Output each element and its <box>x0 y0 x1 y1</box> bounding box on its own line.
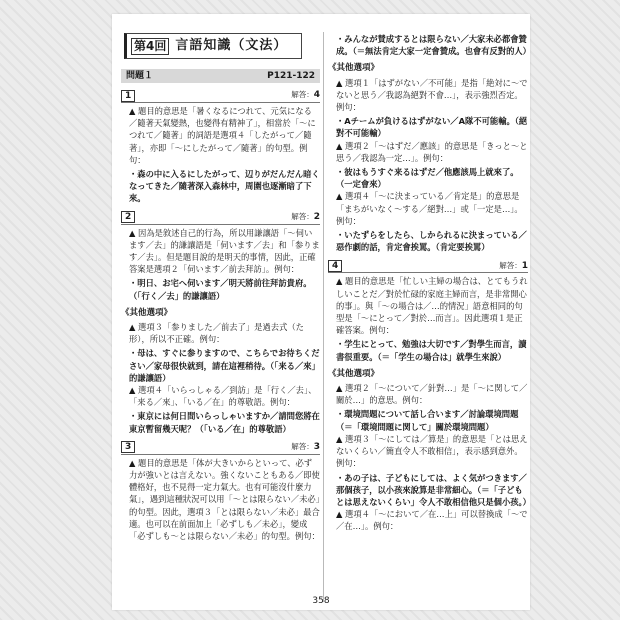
left-column <box>117 14 320 542</box>
paragraph: ▲ 選項４「～に決まっている／肯定是」的意思是「まちがいなく～する／絕對…」或「一定是…」。例句： <box>336 191 523 226</box>
paragraph: ▲ 因為是敘述自己的行為，所以用謙讓語「～伺います／去」的謙讓語是「伺います／去」和「参ります／去」。但是題目說的是明天的事情，因此，正確答案是選項２「伺います／前去拜訪」。例句： <box>129 227 320 275</box>
paragraph: ▲ 選項２「～について／針對…」是「～に関して／關於…」的意思。例句： <box>336 383 528 406</box>
answer-value: 1 <box>521 260 528 271</box>
answer-label: 解答：4 <box>291 90 320 101</box>
paragraph: ▲ 題目的意思是「忙しい主婦の場合は、とてもうれしいことだ／對於忙碌的家庭主婦而言，是非常開心的事」。與「～の場合は／…的情況」語意相同的句型是「～にとって／對於…而言」。因此選項１是正確答案。例句： <box>336 276 528 336</box>
answer-value: 2 <box>313 212 320 223</box>
chapter-title: 言語知識（文法） <box>175 37 288 53</box>
answer-label: 解答：3 <box>291 442 320 453</box>
answer-value: 3 <box>313 442 320 453</box>
example-sentence: ・彼はもうすぐ来るはずだ／他應該馬上就來了。（一定會來） <box>336 167 519 190</box>
example-sentence: ・Aチームが負けるはずがない／A隊不可能輸。（絕對不可能輸） <box>336 116 528 139</box>
question-3-header <box>121 441 320 455</box>
other-options-heading: 《其他選項》 <box>121 307 173 318</box>
question-bar-pages: P121-122 <box>267 70 315 81</box>
example-sentence: ・明日、お宅へ伺います／明天將前往拜訪貴府。（「行く／去」的謙讓語） <box>129 278 312 301</box>
paragraph: ▲ 題目的意思是「暑くなるにつれて、元気になる／隨著天氣變熱，也變得有精神了」，相當於「～につれて／隨著」的詞語是選項４「したがって／隨著」，亦即「～にしたがって／隨著」的句型。例句： <box>129 106 316 165</box>
question-number: 3 <box>121 441 135 453</box>
right-column <box>328 14 531 533</box>
paragraph: ▲ 選項４「いらっしゃる／到訪」是「行く／去」、「来る／來」、「いる／在」的尊敬語。例句： <box>129 385 317 408</box>
paragraph: ▲ 選項３「～にしては／算是」的意思是「とは思えないくらい／簡直令人不敢相信」，表示感到意外。例句： <box>336 433 528 469</box>
chapter-number: 第4回 <box>131 38 169 55</box>
question-bar-label: 問題１ <box>126 70 154 81</box>
example-sentence: ・母は、すぐに参りますので、こちらでお待ちください／家母很快就到，請在這裡稍待。（「来る／來」的謙讓語） <box>129 348 320 383</box>
example-sentence: ・東京には何日間いらっしゃいますか／請問您將在東京暫留幾天呢？（「いる／在」的尊敬語） <box>129 411 320 434</box>
example-sentence: ・あの子は、子どもにしては、よく気がつきます／那個孩子，以小孩來說算是非常細心。（＝「子どもとは思えないくらい」令人不敢相信他只是個小孩。） <box>336 472 531 507</box>
paragraph: ▲ 選項２「～はずだ／應該」的意思是「きっと～と思う／我認為一定…」。例句： <box>336 140 528 163</box>
question-number: 4 <box>328 260 342 272</box>
example-sentence: ・森の中に入るにしたがって、辺りがだんだん暗くなってきた／隨著深入森林中，周圍也逐漸暗了下來。 <box>129 169 320 204</box>
book-page <box>112 14 530 610</box>
other-options-heading: 《其他選項》 <box>328 63 380 74</box>
question-bar <box>121 69 320 83</box>
paragraph: ▲ 題目的意思是「体が大きいからといって、必ず力が強いとは言えない。強くないこともある／即使體格好，也不見得一定力氣大。也有可能沒什麼力氣」，遇到這種狀況可以用「～とは限らない／未必」的句型。因此，選項３「とは限らない／未必」最合適。也可以在前面加上「必ずしも／未必」，變成「必ずしも～とは限らない／未必」的句型。例句： <box>129 457 320 542</box>
paragraph: ▲ 選項１「はずがない／不可能」是指「絶対に～でないと思う／我認為絕對不會…」，表示強烈否定。例句： <box>336 77 528 113</box>
answer-value: 4 <box>313 90 320 101</box>
answer-label: 解答：2 <box>291 212 320 223</box>
question-4-header <box>328 259 528 273</box>
paragraph: ▲ 選項３「参りました／前去了」是過去式（た形），所以不正確。例句： <box>129 322 304 345</box>
answer-label: 解答：1 <box>499 260 528 271</box>
example-sentence: ・学生にとって、勉強は大切です／對學生而言，讀書很重要。（＝「学生の場合は」就學生來說） <box>336 339 527 362</box>
example-sentence: ・環境問題について話し合います／討論環境問題（＝「環境問題に関して」關於環境問題） <box>336 409 519 432</box>
column-divider <box>323 32 324 602</box>
question-2-header <box>121 211 320 225</box>
question-number: 1 <box>121 90 135 102</box>
question-1-header <box>121 89 320 103</box>
example-sentence: ・いたずらをしたら、しかられるに決まっている／惡作劇的話，肯定會挨罵。（肯定要挨罵） <box>336 230 527 253</box>
example-sentence: ・みんなが賛成するとは限らない／大家未必都會贊成。（＝無法肯定大家一定會贊成。也會有反對的人） <box>336 34 531 57</box>
page-number: 358 <box>312 596 330 606</box>
question-number: 2 <box>121 211 135 223</box>
other-options-heading: 《其他選項》 <box>328 368 380 379</box>
chapter-header <box>124 33 302 59</box>
paragraph: ▲ 選項４「～において／在…上」可以替換成「～で／在…」。例句： <box>336 509 528 532</box>
